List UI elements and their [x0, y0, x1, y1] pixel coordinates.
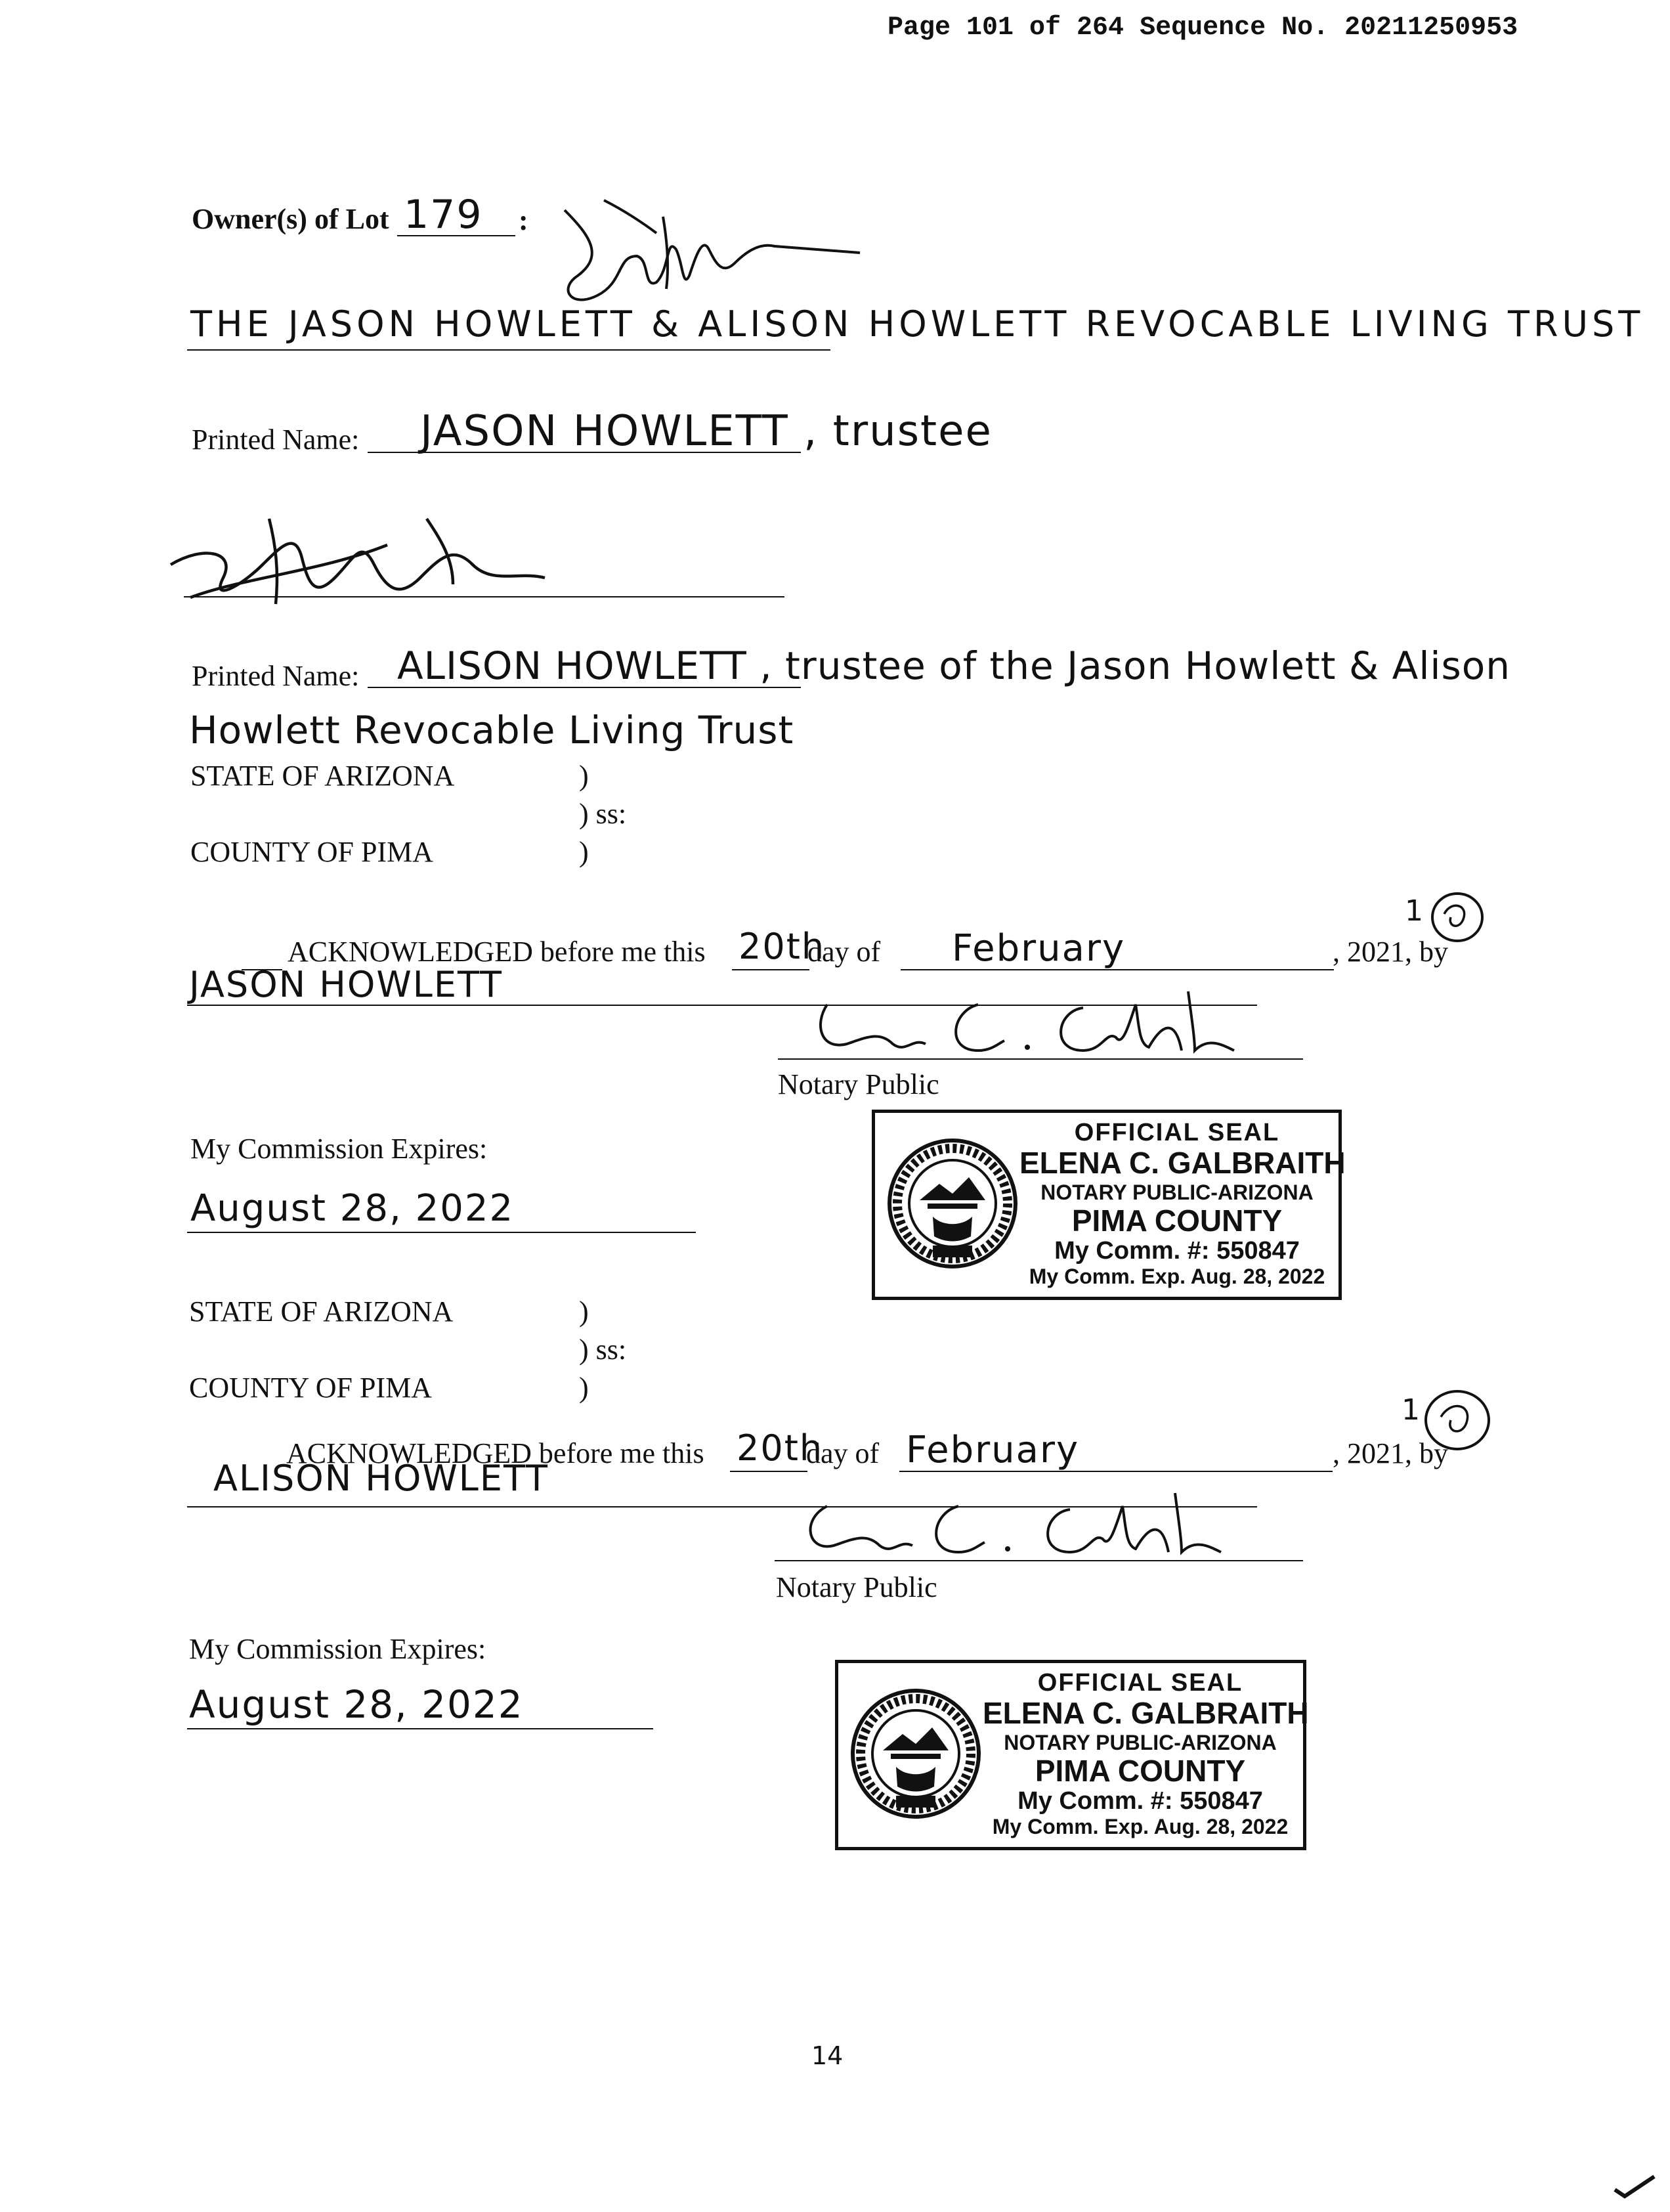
commission-line-2: [187, 1728, 653, 1729]
ack1-year: , 2021, by: [1333, 936, 1448, 968]
signature-alison-howlett: [164, 506, 610, 630]
ack1-month: February: [952, 927, 1126, 970]
ack2-text: ACKNOWLEDGED before me this: [286, 1437, 704, 1469]
lot-number-line: [397, 235, 515, 236]
owner-colon: :: [519, 204, 528, 236]
county-of-pima-2: COUNTY OF PIMA: [189, 1372, 432, 1404]
ack1-year-correction: 1: [1405, 894, 1424, 928]
seal-2-line6: My Comm. Exp. Aug. 28, 2022: [992, 1815, 1289, 1838]
seal-1-line4: PIMA COUNTY: [1071, 1204, 1283, 1238]
venue-paren-2b: ): [579, 1372, 589, 1404]
printed-name-label-1: Printed Name:: [192, 423, 360, 456]
arizona-state-seal-icon: [850, 1688, 981, 1819]
ack1-text: ACKNOWLEDGED before me this: [288, 936, 706, 968]
ack1-day-of: day of: [807, 936, 881, 968]
printed-name-line-1: [368, 452, 801, 453]
ack1-day: 20th: [739, 926, 826, 967]
notary-public-label-1: Notary Public: [778, 1068, 939, 1100]
ack2-day-of: day of: [806, 1437, 880, 1469]
ack2-person: ALISON HOWLETT: [213, 1458, 549, 1499]
ack2-initials-circle: [1421, 1384, 1493, 1456]
official-seal-stamp-1: [872, 1110, 1346, 1300]
trust-name-handwritten: THE JASON HOWLETT & ALISON HOWLETT REVOCABLE LIVING TRUST: [190, 303, 1644, 345]
county-of-pima-1: COUNTY OF PIMA: [190, 836, 433, 868]
state-of-arizona-2: STATE OF ARIZONA: [189, 1295, 454, 1328]
printed-name-2-continued: Howlett Revocable Living Trust: [189, 708, 794, 752]
venue-paren-1b: ): [579, 836, 589, 868]
signature-line-2: [184, 596, 784, 597]
commission-date-2: August 28, 2022: [189, 1682, 524, 1727]
printed-name-2: ALISON HOWLETT , trustee of the Jason Howlett & Alison: [397, 643, 1511, 688]
ss-2: ) ss:: [579, 1334, 627, 1366]
notary-line-2: [775, 1560, 1303, 1561]
seal-2-line5: My Comm. #: 550847: [1017, 1787, 1263, 1815]
notary-signature-1: [807, 985, 1267, 1064]
ack2-month: February: [906, 1429, 1080, 1471]
seal-1-line3: NOTARY PUBLIC-ARIZONA: [1040, 1181, 1314, 1204]
venue-paren-1a: ): [579, 760, 589, 792]
page-header: Page 101 of 264 Sequence No. 20211250953: [888, 13, 1518, 43]
ack2-year: , 2021, by: [1333, 1437, 1448, 1469]
ss-1: ) ss:: [579, 798, 627, 830]
commission-date-1: August 28, 2022: [190, 1187, 515, 1230]
ack1-person: JASON HOWLETT: [189, 964, 503, 1005]
seal-2-line2: ELENA C. GALBRAITH: [983, 1696, 1309, 1730]
ack1-initials-circle: [1428, 888, 1487, 947]
page-number: 14: [811, 2041, 844, 2070]
printed-name-line-2: [368, 687, 801, 688]
seal-1-line2: ELENA C. GALBRAITH: [1019, 1146, 1346, 1180]
seal-1-line5: My Comm. #: 550847: [1054, 1237, 1300, 1265]
notary-line-1: [778, 1058, 1303, 1060]
commission-label-2: My Commission Expires:: [189, 1633, 486, 1665]
printed-name-1: JASON HOWLETT , trustee: [420, 407, 993, 456]
commission-line-1: [187, 1232, 696, 1233]
seal-1-line1: OFFICIAL SEAL: [1074, 1119, 1280, 1146]
notary-public-label-2: Notary Public: [776, 1571, 937, 1603]
ack1-day-line: [732, 969, 809, 970]
arizona-state-seal-icon: [887, 1138, 1018, 1269]
ack2-day: 20th: [737, 1427, 824, 1469]
check-mark: [1612, 2173, 1658, 2200]
ack2-month-line: [899, 1471, 1333, 1472]
ack1-month-line: [901, 969, 1334, 970]
notary-signature-2: [788, 1486, 1247, 1565]
seal-1-line6: My Comm. Exp. Aug. 28, 2022: [1029, 1265, 1325, 1288]
commission-label-1: My Commission Expires:: [190, 1133, 488, 1165]
seal-2-line4: PIMA COUNTY: [1035, 1754, 1246, 1788]
ack2-day-line: [730, 1471, 807, 1472]
owner-label: Owner(s) of Lot: [192, 203, 389, 235]
seal-2-line3: NOTARY PUBLIC-ARIZONA: [1004, 1731, 1277, 1754]
state-of-arizona-1: STATE OF ARIZONA: [190, 760, 455, 792]
official-seal-stamp-2: [835, 1660, 1309, 1850]
trust-name-line: [187, 349, 830, 351]
seal-2-line1: OFFICIAL SEAL: [1037, 1669, 1243, 1697]
venue-paren-2a: ): [579, 1295, 589, 1328]
printed-name-label-2: Printed Name:: [192, 660, 360, 692]
lot-number: 179: [404, 192, 483, 238]
ack2-year-correction: 1: [1402, 1393, 1421, 1427]
